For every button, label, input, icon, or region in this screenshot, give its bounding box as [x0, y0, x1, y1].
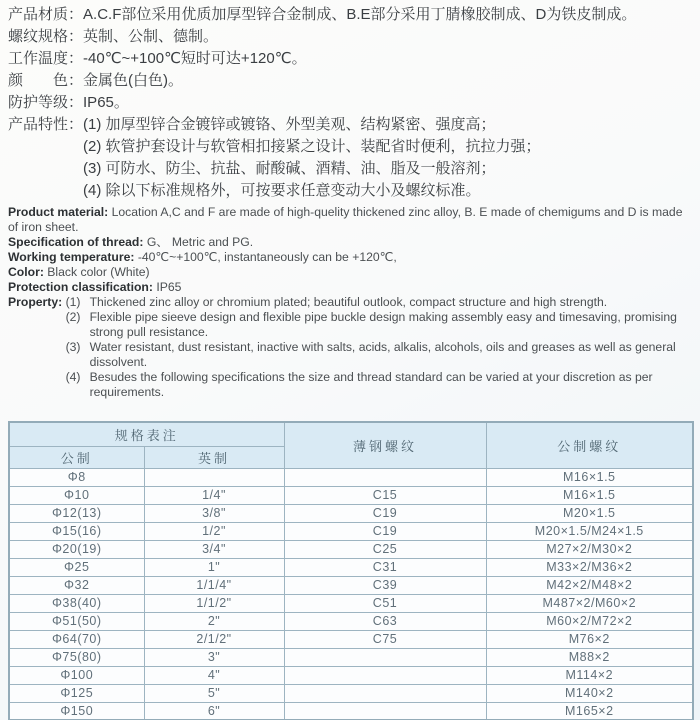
table-cell: Φ64(70): [9, 630, 144, 648]
spec-value: IP65: [156, 280, 182, 294]
table-cell: [144, 468, 284, 486]
spec-label: Protection classification:: [8, 280, 153, 294]
table-cell: 3/8": [144, 504, 284, 522]
table-cell: 3/4": [144, 540, 284, 558]
table-cell: [284, 684, 486, 702]
table-cell: Φ51(50): [9, 612, 144, 630]
table-cell: M42×2/M48×2: [486, 576, 693, 594]
table-cell: Φ38(40): [9, 594, 144, 612]
table-cell: Φ75(80): [9, 648, 144, 666]
table-cell: Φ32: [9, 576, 144, 594]
table-cell: M20×1.5/M24×1.5: [486, 522, 693, 540]
table-cell: M114×2: [486, 666, 693, 684]
spec-value: -40℃~+100℃短时可达+120℃。: [83, 50, 307, 67]
property-text: Besudes the following specifications the size and thread standard can be varied at your discretion as per requirements.: [89, 370, 653, 399]
spec-line: [8, 235, 692, 250]
table-cell: Φ8: [9, 468, 144, 486]
spec-value: 英制、公制、德制。: [83, 28, 219, 45]
table-row: [9, 594, 693, 612]
spec-line: [8, 26, 692, 48]
spec-line: [8, 48, 692, 70]
spec-line: [8, 265, 692, 280]
table-cell: 1/4": [144, 486, 284, 504]
table-header-spec-group: 规格表注: [9, 422, 284, 446]
table-cell: M76×2: [486, 630, 693, 648]
table-cell: 1/1/2": [144, 594, 284, 612]
spec-line: [8, 70, 692, 92]
table-cell: [284, 468, 486, 486]
table-cell: C15: [284, 486, 486, 504]
property-line: (1) 加厚型锌合金镀锌或镀铬、外型美观、结构紧密、强度高；: [83, 116, 496, 133]
english-spec-lines: [8, 205, 692, 295]
property-number: (2): [65, 310, 81, 324]
table-cell: C19: [284, 522, 486, 540]
spec-value: IP65。: [83, 94, 129, 111]
table-cell: [284, 666, 486, 684]
table-cell: C63: [284, 612, 486, 630]
table-header-metric-thread: 公制螺纹: [486, 422, 693, 468]
table-row: [9, 630, 693, 648]
table-cell: Φ12(13): [9, 504, 144, 522]
spec-line: [8, 92, 692, 114]
table-header-imperial: 英制: [144, 446, 284, 468]
table-cell: M88×2: [486, 648, 693, 666]
table-row: [9, 540, 693, 558]
spec-label: 产品特性：: [8, 116, 84, 133]
spec-table: [8, 421, 694, 720]
table-row: [9, 666, 693, 684]
spec-value: -40℃~+100℃, instantaneously can be +120℃,: [137, 250, 397, 264]
table-cell: Φ125: [9, 684, 144, 702]
table-row: [9, 576, 693, 594]
property-line: [66, 310, 692, 340]
english-specs-section: [8, 205, 692, 400]
table-cell: Φ150: [9, 702, 144, 720]
spec-line: [8, 4, 692, 26]
table-cell: M140×2: [486, 684, 693, 702]
table-row: [9, 648, 693, 666]
table-cell: M16×1.5: [486, 486, 693, 504]
table-cell: C39: [284, 576, 486, 594]
table-cell: 1/2": [144, 522, 284, 540]
table-cell: M16×1.5: [486, 468, 693, 486]
table-cell: C31: [284, 558, 486, 576]
spec-table-body: [9, 468, 693, 720]
property-line: [66, 370, 692, 400]
english-property-items: [66, 295, 692, 400]
table-cell: M20×1.5: [486, 504, 693, 522]
table-cell: C75: [284, 630, 486, 648]
table-cell: M27×2/M30×2: [486, 540, 693, 558]
table-cell: M33×2/M36×2: [486, 558, 693, 576]
table-cell: Φ20(19): [9, 540, 144, 558]
spec-label: 产品材质：: [8, 6, 84, 23]
table-cell: C25: [284, 540, 486, 558]
table-row: [9, 684, 693, 702]
table-row: [9, 486, 693, 504]
table-cell: M165×2: [486, 702, 693, 720]
property-number: (3): [65, 340, 81, 354]
table-cell: 2/1/2": [144, 630, 284, 648]
table-row: [9, 468, 693, 486]
table-cell: Φ100: [9, 666, 144, 684]
property-text: Thickened zinc alloy or chromium plated; beautiful outlook, compact structure and high strength.: [89, 295, 608, 309]
spec-line: [8, 250, 692, 265]
spec-label: Color:: [8, 265, 44, 279]
table-row: [9, 522, 693, 540]
property-line: (2) 软管护套设计与软管相扣接紧之设计、装配省时便利，抗拉力强；: [83, 138, 541, 155]
chinese-property-items: [83, 114, 541, 202]
spec-line: [8, 205, 692, 235]
table-cell: 1/1/4": [144, 576, 284, 594]
table-cell: Φ10: [9, 486, 144, 504]
spec-value: 金属色(白色)。: [83, 72, 184, 89]
chinese-property-block: [8, 114, 692, 202]
property-number: (1): [65, 295, 81, 309]
table-cell: 6": [144, 702, 284, 720]
table-cell: C19: [284, 504, 486, 522]
spec-label: Specification of thread:: [8, 235, 144, 249]
table-row: [9, 504, 693, 522]
table-cell: M487×2/M60×2: [486, 594, 693, 612]
property-line: [66, 295, 692, 310]
spec-label: Property:: [8, 295, 66, 309]
table-header-thin-steel-thread: 薄钢螺纹: [284, 422, 486, 468]
table-cell: C51: [284, 594, 486, 612]
spec-table-wrapper: [8, 421, 692, 720]
table-cell: 4": [144, 666, 284, 684]
spec-line: [8, 280, 692, 295]
table-header-metric: 公制: [9, 446, 144, 468]
table-cell: 2": [144, 612, 284, 630]
spec-label: 防护等级：: [8, 94, 84, 111]
table-cell: [284, 648, 486, 666]
property-line: (4) 除以下标准规格外，可按要求任意变动大小及螺纹标准。: [83, 182, 481, 199]
table-cell: 3": [144, 648, 284, 666]
property-number: (4): [65, 370, 81, 384]
property-text: Water resistant, dust resistant, inactive with salts, acids, alkalis, alcohols, oils and greases as well as general dissolvent.: [89, 340, 676, 369]
spec-value: A.C.F部位采用优质加厚型锌合金制成、B.E部分采用丁腈橡胶制成、D为铁皮制成。: [83, 6, 637, 23]
spec-value: Black color (White): [47, 265, 150, 279]
table-cell: [284, 702, 486, 720]
spec-label: 颜 色：: [8, 72, 84, 89]
spec-value: Location A,C and F are made of high-quelity thickened zinc alloy, B. E made of chemigums and D is made of iron sheet.: [8, 205, 683, 234]
spec-label: Working temperature:: [8, 250, 135, 264]
chinese-specs-section: [8, 4, 692, 202]
table-row: [9, 558, 693, 576]
property-line: (3) 可防水、防尘、抗盐、耐酸碱、酒精、油、脂及一般溶剂；: [83, 160, 496, 177]
english-property-block: [8, 295, 692, 400]
property-text: Flexible pipe sieeve design and flexible pipe buckle design making assembly easy and timesaving, promising strong pull resistance.: [89, 310, 677, 339]
spec-label: 工作温度：: [8, 50, 84, 67]
spec-label: 螺纹规格：: [8, 28, 84, 45]
table-cell: M60×2/M72×2: [486, 612, 693, 630]
table-row: [9, 612, 693, 630]
table-row: [9, 702, 693, 720]
table-cell: 1": [144, 558, 284, 576]
spec-value: G、 Metric and PG.: [146, 235, 254, 249]
table-cell: 5": [144, 684, 284, 702]
table-cell: Φ25: [9, 558, 144, 576]
chinese-spec-lines: [8, 4, 692, 114]
property-line: [66, 340, 692, 370]
spec-label: Product material:: [8, 205, 109, 219]
table-cell: Φ15(16): [9, 522, 144, 540]
